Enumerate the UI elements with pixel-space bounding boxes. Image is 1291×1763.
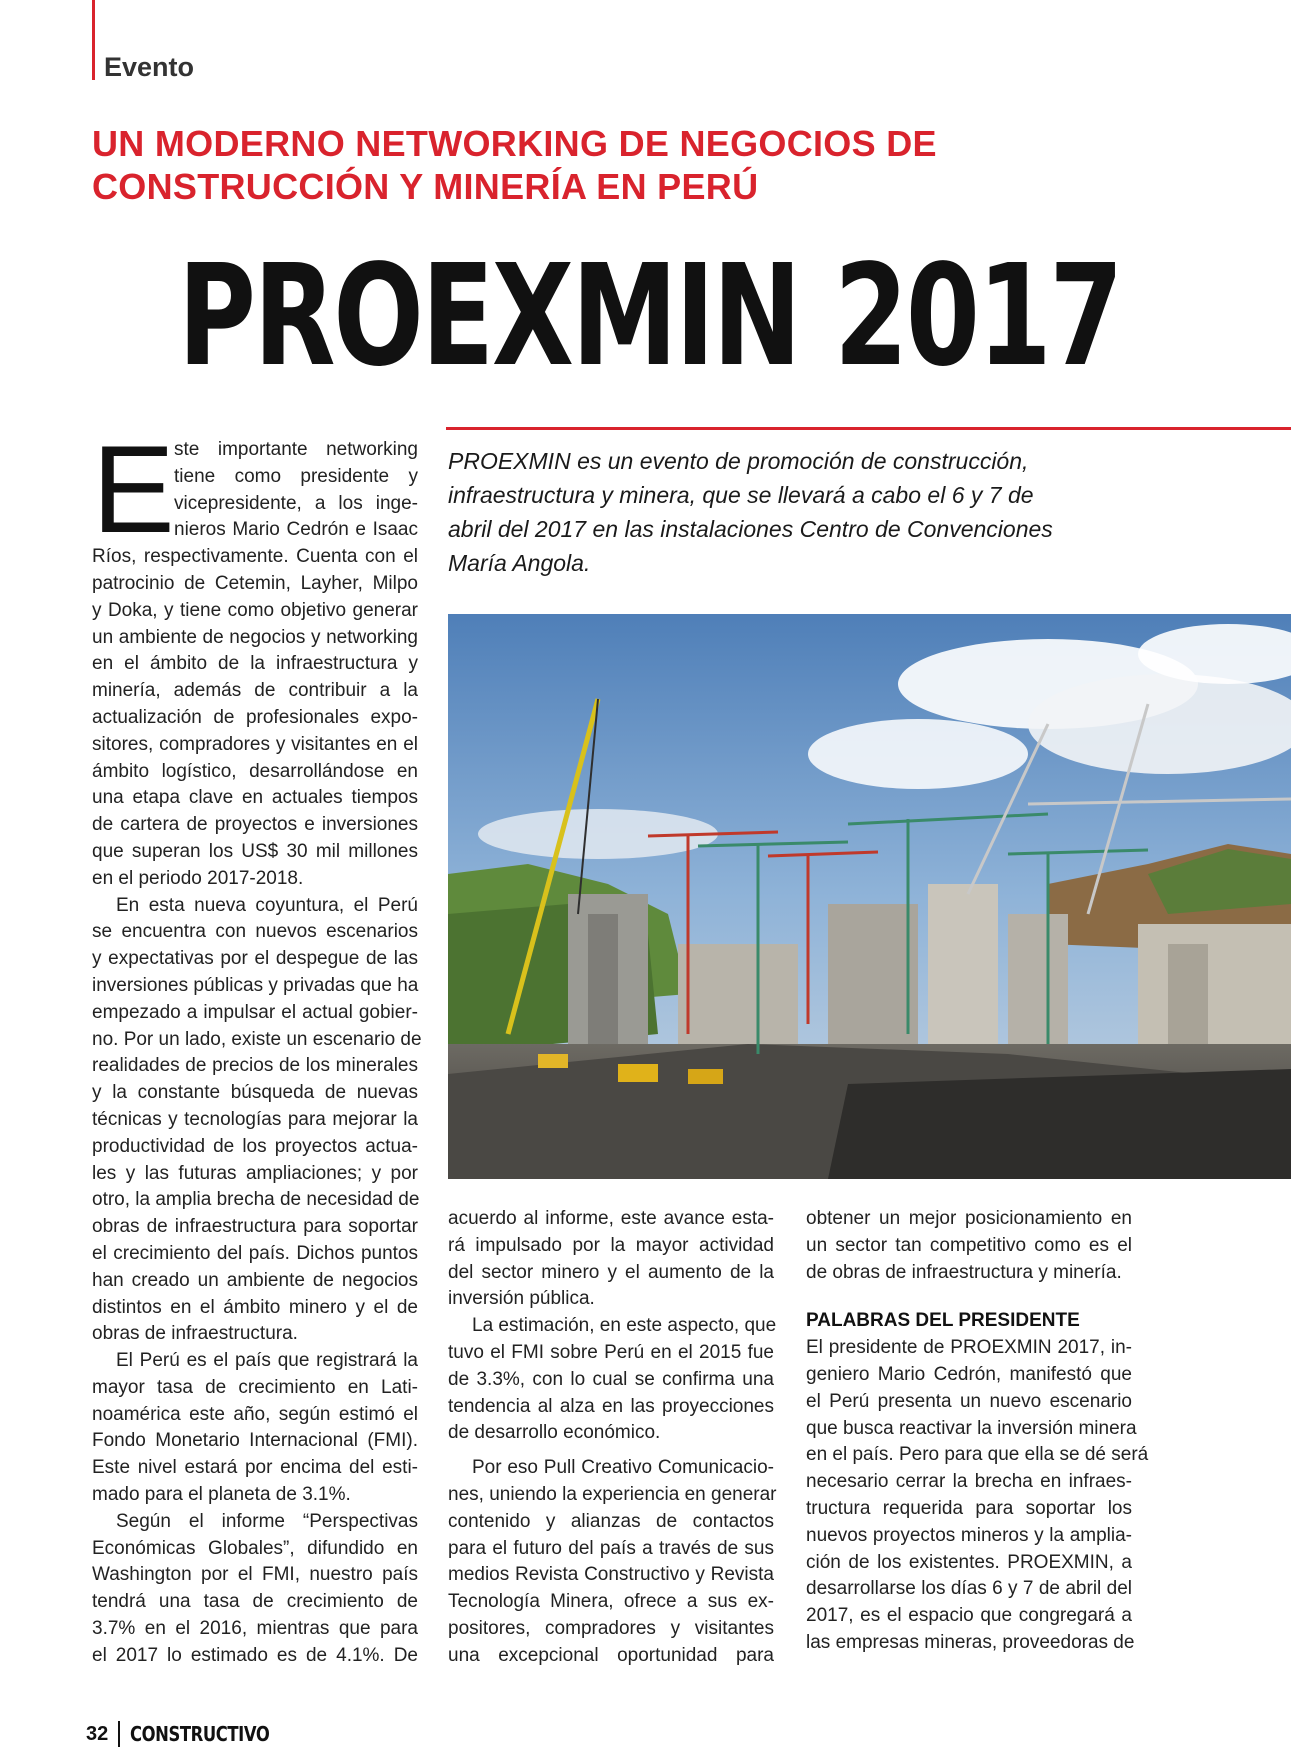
- lead-line: María Angola.: [448, 550, 591, 576]
- text-line: el Perú presenta un nuevo escenario: [806, 1390, 1132, 1412]
- text-line: y Doka, y tiene como objetivo generar: [92, 599, 418, 621]
- text-line: ste importante networking: [174, 439, 418, 460]
- text-line: Washington por el FMI, nuestro país: [92, 1564, 418, 1586]
- text-line: sitores, compradores y visitantes en el: [92, 733, 418, 755]
- text-line: actualización de profesionales expo-: [92, 706, 418, 728]
- text-line: una excepcional oportunidad para: [448, 1644, 774, 1666]
- text-line: noamérica este año, según estimó el: [92, 1403, 418, 1425]
- lead-paragraph: [448, 444, 1148, 580]
- text-line: vicepresidente, a los inge-: [174, 492, 418, 514]
- text-line: no. Por un lado, existe un escenario de: [92, 1028, 422, 1050]
- text-line: las empresas mineras, proveedoras de: [806, 1631, 1135, 1653]
- text-line: ámbito logístico, desarrollándose en: [92, 760, 418, 782]
- text-line: Tecnología Minera, ofrece a sus ex-: [448, 1591, 774, 1613]
- text-line: un sector tan competitivo como es el: [806, 1234, 1132, 1256]
- text-line: Ríos, respectivamente. Cuenta con el: [92, 546, 418, 568]
- text-line: En esta nueva coyuntura, el Perú: [116, 894, 418, 916]
- text-line: positores, compradores y visitantes: [448, 1617, 774, 1639]
- section-accent-bar: [92, 0, 95, 80]
- text-line: desarrollarse los días 6 y 7 de abril del: [806, 1578, 1132, 1600]
- text-line: rá impulsado por la mayor actividad: [448, 1234, 774, 1256]
- text-line: acuerdo al informe, este avance esta-: [448, 1208, 774, 1229]
- text-line: Según el informe “Perspectivas: [116, 1510, 418, 1532]
- text-line: de 3.3%, con lo cual se confirma una: [448, 1368, 774, 1390]
- text-line: de cartera de proyectos e inversiones: [92, 814, 418, 836]
- kicker-line: UN MODERNO NETWORKING DE NEGOCIOS DE: [92, 123, 937, 164]
- text-line: 3.7% en el 2016, mientras que para: [92, 1618, 418, 1640]
- text-line: en el país. Pero para que ella se dé será: [806, 1444, 1149, 1466]
- footer-divider: [118, 1721, 120, 1747]
- text-line: inversiones públicas y privadas que ha: [92, 974, 419, 996]
- text-line: tendencia al alza en las proyecciones: [448, 1395, 774, 1417]
- text-line: obras de infraestructura para soportar: [92, 1216, 418, 1238]
- text-line: medios Revista Constructivo y Revista: [448, 1564, 774, 1586]
- text-line: inversión pública.: [448, 1288, 595, 1310]
- lead-line: infraestructura y minera, que se llevará a cabo el 6 y 7 de: [448, 482, 1034, 508]
- text-line: El presidente de PROEXMIN 2017, in-: [806, 1337, 1132, 1359]
- text-line: el crecimiento del país. Dichos puntos: [92, 1242, 418, 1264]
- magazine-name: CONSTRUCTIVO: [130, 1722, 270, 1746]
- text-line: Este nivel estará por encima del esti-: [92, 1457, 418, 1479]
- text-line: han creado un ambiente de negocios: [92, 1269, 418, 1291]
- section-subhead: PALABRAS DEL PRESIDENTE: [806, 1310, 1080, 1332]
- kicker-line: CONSTRUCCIÓN Y MINERÍA EN PERÚ: [92, 166, 759, 207]
- text-line: el 2017 lo estimado es de 4.1%. De: [92, 1644, 418, 1666]
- text-line: que busca reactivar la inversión minera: [806, 1417, 1137, 1439]
- text-line: en el periodo 2017-2018.: [92, 867, 304, 889]
- text-line: nieros Mario Cedrón e Isaac: [174, 519, 418, 541]
- text-line: un ambiente de negocios y networking: [92, 626, 418, 648]
- text-line: tiene como presidente y: [174, 465, 418, 487]
- text-line: de obras de infraestructura y minería.: [806, 1261, 1122, 1283]
- text-line: una etapa clave en actuales tiempos: [92, 787, 418, 809]
- lead-line: PROEXMIN es un evento de promoción de construcción,: [448, 448, 1029, 474]
- text-line: patrocinio de Cetemin, Layher, Milpo: [92, 572, 418, 594]
- text-line: nuevos proyectos mineros y la amplia-: [806, 1524, 1132, 1546]
- text-line: obtener un mejor posicionamiento en: [806, 1208, 1132, 1229]
- construction-site-photo: [448, 614, 1291, 1179]
- section-label: Evento: [104, 52, 195, 82]
- text-line: contenido y alianzas de contactos: [448, 1510, 774, 1532]
- text-line: obras de infraestructura.: [92, 1323, 298, 1345]
- text-line: mayor tasa de crecimiento en Lati-: [92, 1376, 418, 1398]
- lead-divider: [446, 427, 1291, 430]
- text-line: 2017, es el espacio que congregará a: [806, 1605, 1132, 1627]
- text-line: de desarrollo económico.: [448, 1422, 661, 1444]
- text-line: Económicas Globales”, difundido en: [92, 1537, 418, 1559]
- text-line: distintos en el ámbito minero y el de: [92, 1296, 418, 1318]
- text-line: y la constante búsqueda de nuevas: [92, 1082, 418, 1104]
- text-line: para el futuro del país a través de sus: [448, 1537, 774, 1559]
- text-line: mado para el planeta de 3.1%.: [92, 1484, 351, 1506]
- text-line: necesario cerrar la brecha en infraes-: [806, 1471, 1132, 1493]
- drop-cap: E: [92, 421, 175, 559]
- text-line: minería, además de contribuir a la: [92, 680, 418, 702]
- text-line: se encuentra con nuevos escenarios: [92, 921, 418, 943]
- article-kicker: [92, 122, 1092, 208]
- article-column-1: [92, 421, 422, 1670]
- text-line: Fondo Monetario Internacional (FMI).: [92, 1430, 418, 1452]
- text-line: productividad de los proyectos actua-: [92, 1135, 418, 1157]
- text-line: tuvo el FMI sobre Perú en el 2015 fue: [448, 1341, 774, 1363]
- text-line: del sector minero y el aumento de la: [448, 1261, 774, 1283]
- article-headline: PROEXMIN 2017: [178, 235, 1122, 398]
- text-line: tructura requerida para soportar los: [806, 1497, 1132, 1519]
- page-number: 32: [86, 1722, 109, 1745]
- text-line: les y las futuras ampliaciones; y por: [92, 1162, 418, 1184]
- article-column-3: [806, 1206, 1149, 1657]
- text-line: empezado a impulsar el actual gobier-: [92, 1001, 418, 1023]
- page-footer: [86, 1720, 300, 1748]
- text-line: técnicas y tecnologías para mejorar la: [92, 1108, 418, 1130]
- article-column-2: [448, 1206, 777, 1670]
- text-line: Por eso Pull Creativo Comunicacio-: [472, 1457, 774, 1479]
- text-line: y expectativas por el despegue de las: [92, 948, 418, 970]
- text-line: ción de los existentes. PROEXMIN, a: [806, 1551, 1132, 1573]
- text-line: La estimación, en este aspecto, que: [472, 1315, 777, 1337]
- lead-line: abril del 2017 en las instalaciones Centro de Convenciones: [448, 516, 1053, 542]
- text-line: nes, uniendo la experiencia en generar: [448, 1483, 777, 1505]
- text-line: en el ámbito de la infraestructura y: [92, 653, 418, 675]
- text-line: tendrá una tasa de crecimiento de: [92, 1591, 418, 1613]
- text-line: geniero Mario Cedrón, manifestó que: [806, 1363, 1132, 1385]
- text-line: otro, la amplia brecha de necesidad de: [92, 1189, 420, 1211]
- text-line: realidades de precios de los minerales: [92, 1055, 418, 1077]
- text-line: que superan los US$ 30 mil millones: [92, 840, 418, 862]
- text-line: El Perú es el país que registrará la: [116, 1350, 418, 1372]
